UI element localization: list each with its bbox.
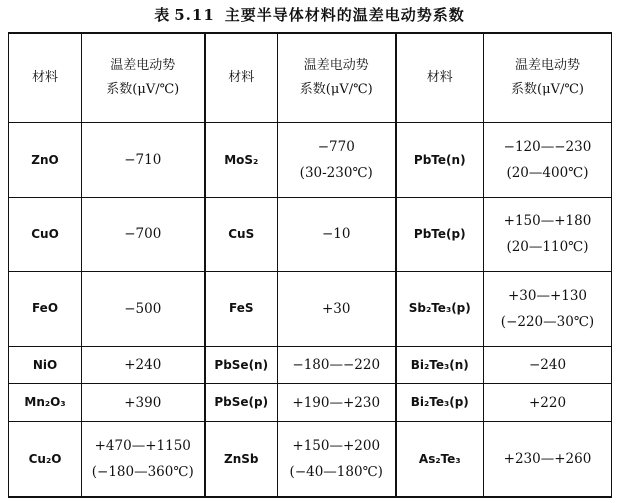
coefficient-value: +190—+230 (292, 394, 381, 411)
coefficient-value: −500 (124, 300, 162, 317)
material-name: ZnO (31, 152, 59, 167)
value-cell (278, 384, 396, 422)
table-row (9, 346, 612, 384)
coefficient-value: −710 (124, 152, 162, 169)
value-cell (82, 346, 205, 384)
coefficient-value: +150—+180 (503, 213, 592, 230)
value-cell (484, 272, 612, 346)
material-cell (396, 123, 484, 197)
table-caption: 主要半导体材料的温差电动势系数 (224, 6, 465, 24)
material-name: Mn₂O₃ (24, 395, 66, 410)
value-cell (484, 384, 612, 422)
material-cell (396, 422, 484, 497)
material-name: PbTe(n) (413, 152, 466, 167)
coefficient-table (8, 32, 612, 498)
coefficient-value: +470—+1150 (94, 438, 191, 455)
material-cell (205, 384, 278, 422)
coefficient-value: (−40—180℃) (289, 464, 383, 481)
value-cell (82, 272, 205, 346)
material-cell (396, 384, 484, 422)
value-cell (278, 197, 396, 271)
coefficient-value: +220 (528, 394, 567, 411)
coefficient-value: (−180—360℃) (91, 464, 194, 481)
material-name: Bi₂Te₃(n) (410, 357, 469, 372)
material-name: NiO (32, 357, 58, 372)
header-coef-1: 温差电动势 系数(μV/℃) (82, 33, 205, 123)
material-cell (9, 422, 82, 497)
coefficient-value: +30 (322, 300, 351, 317)
material-cell (205, 272, 278, 346)
table-title (0, 4, 619, 25)
value-cell (82, 123, 205, 197)
table-row (9, 272, 612, 346)
value-cell (484, 123, 612, 197)
coefficient-value: +390 (124, 394, 162, 411)
table-label: 表 (154, 6, 171, 24)
header-material-1: 材料 (9, 33, 82, 123)
coefficient-value: (20—400℃) (506, 165, 589, 182)
coefficient-value: −240 (528, 357, 567, 374)
table-row (9, 197, 612, 271)
material-name: PbSe(n) (214, 357, 269, 372)
material-cell (205, 422, 278, 497)
value-cell (278, 422, 396, 497)
material-cell (9, 123, 82, 197)
value-cell (484, 422, 612, 497)
material-name: ZnSb (224, 451, 259, 466)
header-row (9, 33, 612, 123)
material-cell (396, 346, 484, 384)
value-cell (82, 422, 205, 497)
header-material-2: 材料 (205, 33, 278, 123)
coefficient-value: −10 (322, 226, 351, 243)
material-name: Bi₂Te₃(p) (410, 395, 469, 410)
table-row (9, 422, 612, 497)
coefficient-value: −700 (124, 226, 162, 243)
header-coef-2: 温差电动势 系数(μV/℃) (278, 33, 396, 123)
header-material-3: 材料 (396, 33, 484, 123)
coefficient-value: −120—−230 (503, 139, 592, 156)
material-name: PbSe(p) (214, 395, 269, 410)
material-name: Sb₂Te₃(p) (408, 301, 471, 316)
value-cell (484, 197, 612, 271)
coefficient-value: −180—−220 (292, 357, 381, 374)
material-name: FeO (31, 301, 59, 316)
coefficient-value: (30-230℃) (299, 165, 373, 182)
coefficient-value: +30—+130 (507, 287, 588, 304)
material-name: CuS (228, 226, 255, 241)
value-cell (484, 346, 612, 384)
value-cell (278, 346, 396, 384)
value-cell (278, 272, 396, 346)
coefficient-value: +150—+200 (292, 438, 381, 455)
material-cell (205, 346, 278, 384)
material-cell (396, 272, 484, 346)
material-name: PbTe(p) (413, 226, 466, 241)
material-cell (205, 197, 278, 271)
table-row (9, 123, 612, 197)
material-cell (9, 197, 82, 271)
coefficient-value: (−220—30℃) (500, 313, 595, 330)
material-cell (205, 123, 278, 197)
value-cell (82, 384, 205, 422)
material-name: Cu₂O (28, 451, 62, 466)
material-cell (9, 346, 82, 384)
material-name: MoS₂ (224, 152, 259, 167)
table-row (9, 384, 612, 422)
coefficient-value: +230—+260 (503, 451, 592, 468)
material-name: As₂Te₃ (418, 451, 461, 466)
header-coef-3: 温差电动势 系数(μV/℃) (484, 33, 612, 123)
material-name: CuO (31, 226, 59, 241)
material-cell (9, 384, 82, 422)
material-cell (396, 197, 484, 271)
coefficient-value: (20—110℃) (506, 239, 589, 256)
material-name: FeS (229, 301, 254, 316)
value-cell (278, 123, 396, 197)
value-cell (82, 197, 205, 271)
coefficient-value: +240 (124, 357, 162, 374)
coefficient-value: −770 (317, 139, 355, 156)
material-cell (9, 272, 82, 346)
table-number: 5.11 (174, 6, 215, 24)
